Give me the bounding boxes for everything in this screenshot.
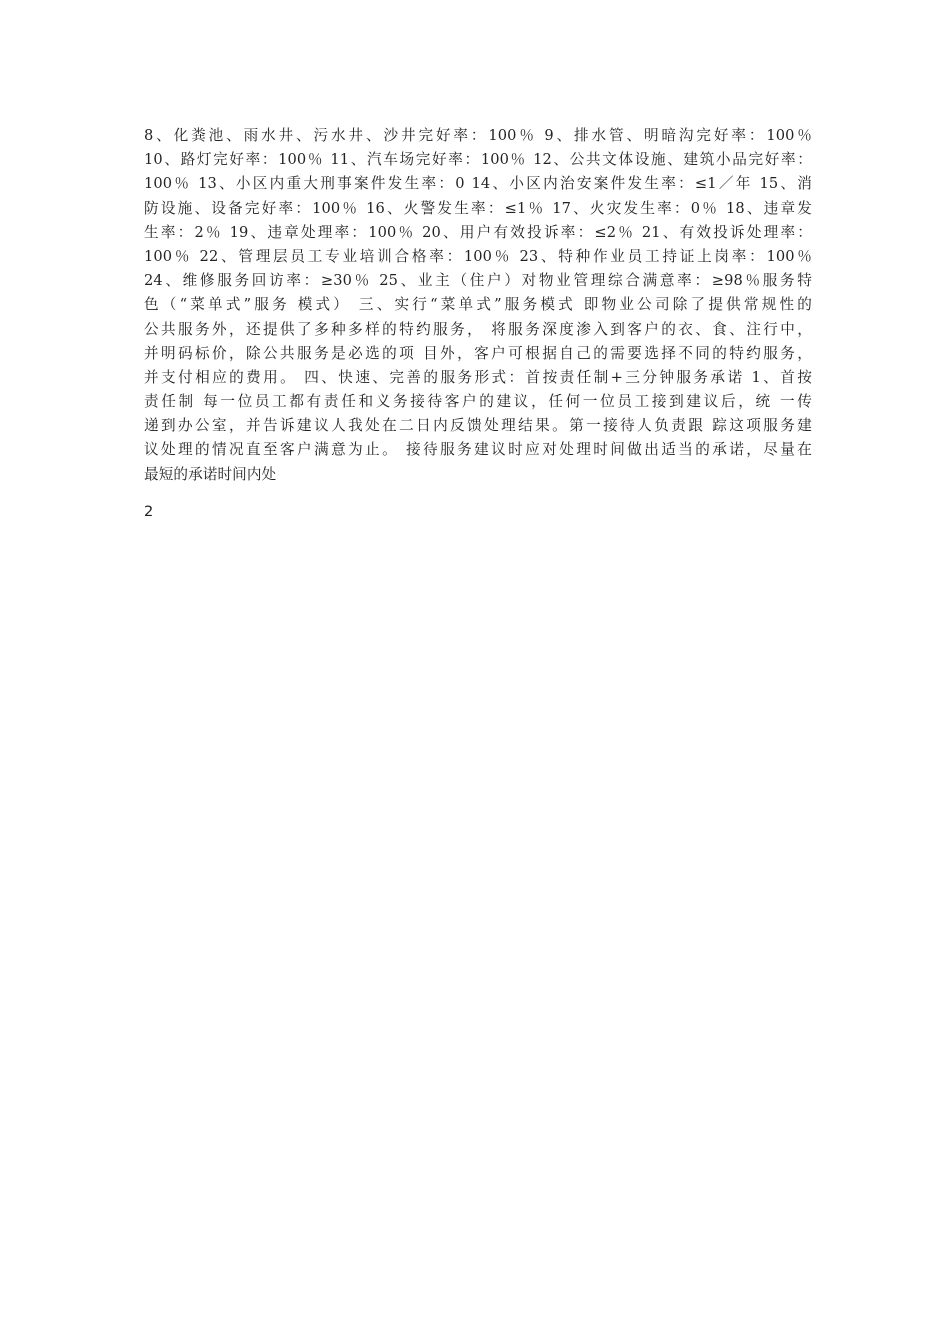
text-line: 公共服务外，还提供了多种多样的特约服务， 将服务深度渗入到客户的衣、食、注行中， [144, 320, 812, 338]
body-text [144, 124, 812, 487]
text-line: 色（“菜单式”服务 模式） 三、实行“菜单式”服务模式 即物业公司除了提供常规性的 [144, 296, 812, 314]
text-line: 生率：2％ 19、违章处理率：100％ 20、用户有效投诉率：≤2％ 21、有效投诉处理率： [144, 223, 812, 241]
text-line: 议处理的情况直至客户满意为止。 接待服务建议时应对处理时间做出适当的承诺，尽量在 [144, 441, 812, 459]
text-line: 100％ 22、管理层员工专业培训合格率：100％ 23、特种作业员工持证上岗率：100％ [144, 247, 812, 265]
text-line: 100％ 13、小区内重大刑事案件发生率：0 14、小区内治安案件发生率：≤1／年 15、消 [144, 175, 812, 193]
text-line: 并明码标价，除公共服务是必选的项 目外，客户可根据自己的需要选择不同的特约服务， [144, 344, 812, 362]
page-number: 2 [144, 503, 154, 520]
text-line: 最短的承诺时间内处 [144, 465, 277, 483]
text-line: 责任制 每一位员工都有责任和义务接待客户的建议，任何一位员工接到建议后，统 一传 [144, 393, 812, 411]
text-line: 10、路灯完好率：100％ 11、汽车场完好率：100％ 12、公共文体设施、建筑小品完好率： [144, 151, 812, 169]
text-line: 并支付相应的费用。 四、快速、完善的服务形式：首按责任制+三分钟服务承诺 1、首按 [144, 368, 812, 386]
text-line: 24、维修服务回访率：≥30％ 25、业主（住户）对物业管理综合满意率：≥98％服务特 [144, 272, 812, 290]
text-line: 递到办公室，并告诉建议人我处在二日内反馈处理结果。第一接待人负责跟 踪这项服务建 [144, 417, 812, 435]
text-line: 防设施、设备完好率：100％ 16、火警发生率：≤1％ 17、火灾发生率：0％ 18、违章发 [144, 199, 812, 217]
text-line: 8、化粪池、雨水井、污水井、沙井完好率：100％ 9、排水管、明暗沟完好率：100％ [144, 127, 812, 144]
